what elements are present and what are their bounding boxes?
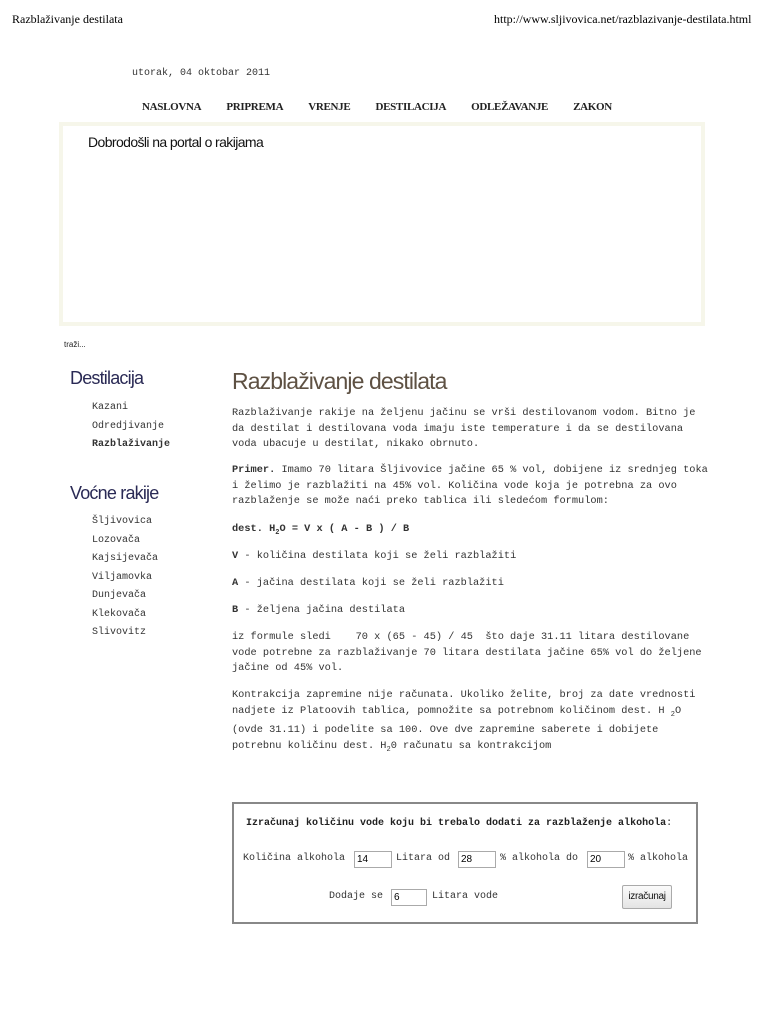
article-paragraph-example: [232, 463, 710, 510]
sidebar-item-dunjevaca[interactable]: Dunjevača: [92, 590, 147, 601]
nav-item-odlezavanje[interactable]: ODLEŽAVANJE: [471, 101, 549, 113]
example-label: Primer.: [232, 464, 276, 476]
initial-strength-input[interactable]: 28: [458, 851, 496, 868]
contraction-text-c: 0 računatu sa kontrakcijom: [390, 739, 552, 752]
alcohol-quantity-input[interactable]: 14: [354, 851, 392, 868]
sidebar-item-kazani[interactable]: Kazani: [92, 402, 129, 413]
contraction-subscript-1: 2: [670, 710, 675, 719]
label-kolicina-alkohola: Količina alkohola: [243, 853, 346, 864]
nav-item-vrenje[interactable]: VRENJE: [308, 101, 351, 113]
definition-a-key: A: [232, 577, 239, 589]
nav-item-naslovna[interactable]: NASLOVNA: [142, 101, 202, 113]
definition-v-key: V: [232, 550, 239, 562]
date-label: utorak, 04 oktobar 2011: [132, 68, 271, 79]
example-text-line1: Imamo 70 litara Šljivovice jačine 65 % vol, dobijene iz srednjeg: [275, 464, 677, 476]
example-text-rest: toka i želimo je razblažiti na 45% vol. Količina vode koja je potrebna za ovo razblaženje se može naći preko tablica ili sledećom formulom:: [232, 464, 708, 507]
definition-v-text: - količina destilata koji se želi razblažiti: [238, 550, 517, 562]
definition-b-key: B: [232, 604, 239, 616]
search-input[interactable]: traži...: [64, 340, 86, 349]
calculator-title-text: Izračunaj količinu vode koju bi trebalo dodati za razblaženje alkohola: [246, 818, 667, 829]
label-litara-vode: Litara vode: [432, 891, 499, 902]
definition-b: [232, 603, 710, 619]
sidebar-item-odredjivanje[interactable]: Odredjivanje: [92, 420, 165, 432]
contraction-text-b: O (ovde 31.11) i podelite sa 100. Ove dve zapremine saberete i dobijete potrebnu količinu dest. H: [232, 704, 682, 752]
calculator-title: [246, 818, 672, 829]
formula-subscript: 2: [275, 529, 280, 538]
label-alkohola-do: % alkohola do: [500, 853, 579, 864]
sidebar-heading-destilacija: Destilacija: [70, 368, 144, 388]
label-litara-od: Litara od: [396, 853, 451, 864]
formula: [232, 522, 710, 542]
label-alkohola: % alkohola: [628, 853, 689, 864]
label-dodaje-se: Dodaje se: [329, 891, 384, 902]
page-title: Razblaživanje destilata: [232, 368, 447, 394]
contraction-subscript-2: 2: [386, 745, 391, 754]
water-result-field[interactable]: 6: [391, 889, 427, 906]
article-paragraph-intro: Razblaživanje rakije na željenu jačinu se vrši destilovanom vodom. Bitno je da destilat i destilovana voda imaju iste temperature i da se destilovana voda ubacuje u destilat, nikako obrnuto.: [232, 407, 696, 450]
sidebar-item-lozovaca[interactable]: Lozovača: [92, 534, 141, 546]
banner-title: Dobrodošli na portal o rakijama: [88, 134, 264, 150]
target-strength-input[interactable]: 20: [587, 851, 625, 868]
sidebar-item-viljamovka[interactable]: Viljamovka: [92, 571, 153, 583]
sidebar-heading-vocne-rakije: Voćne rakije: [70, 483, 159, 503]
sidebar-item-slivovitz[interactable]: Slivovitz: [92, 627, 147, 638]
calculator-title-colon: :: [666, 818, 673, 829]
calculate-button[interactable]: izračunaj: [622, 885, 672, 909]
sidebar-item-klekovaca[interactable]: Klekovača: [92, 608, 147, 620]
article-paragraph-result: iz formule sledi 70 x (65 - 45) / 45 što daje 31.11 litara destilovane vode potrebne za razblaživanje 70 litara destilata jačine 65% vol do željene jačine od 45% vol.: [232, 631, 708, 674]
formula-part2: O = V x ( A - B ) / B: [279, 523, 410, 535]
article-paragraph-contraction: [232, 688, 710, 758]
nav-item-priprema[interactable]: PRIPREMA: [226, 101, 284, 113]
nav-item-zakon[interactable]: ZAKON: [573, 101, 612, 113]
formula-part1: dest. H: [232, 523, 276, 535]
definition-a-text: - jačina destilata koji se želi razblažiti: [238, 577, 504, 589]
sidebar-list-vocne-rakije: [92, 513, 158, 643]
print-header-title: Razblaživanje destilata: [12, 12, 123, 26]
sidebar-item-sljivovica[interactable]: Šljivovica: [92, 516, 153, 527]
sidebar-item-kajsijevaca[interactable]: Kajsijevača: [92, 553, 159, 564]
sidebar-item-razblazivanje[interactable]: Razblaživanje: [92, 439, 171, 450]
main-nav: [142, 101, 637, 113]
definition-a: [232, 576, 710, 592]
definition-v: [232, 549, 710, 565]
welcome-banner: [59, 122, 705, 326]
sidebar-list-destilacija: [92, 399, 170, 455]
definition-b-text: - željena jačina destilata: [238, 604, 406, 616]
nav-item-destilacija[interactable]: DESTILACIJA: [375, 101, 447, 113]
contraction-text-a: Kontrakcija zapremine nije računata. Ukoliko želite, broj za date vrednosti nadjete iz Platoovih tablica, pomnožite sa potrebnom količinom dest. H: [232, 689, 696, 717]
print-header-url[interactable]: http://www.sljivovica.net/razblazivanje-destilata.html: [494, 12, 752, 26]
